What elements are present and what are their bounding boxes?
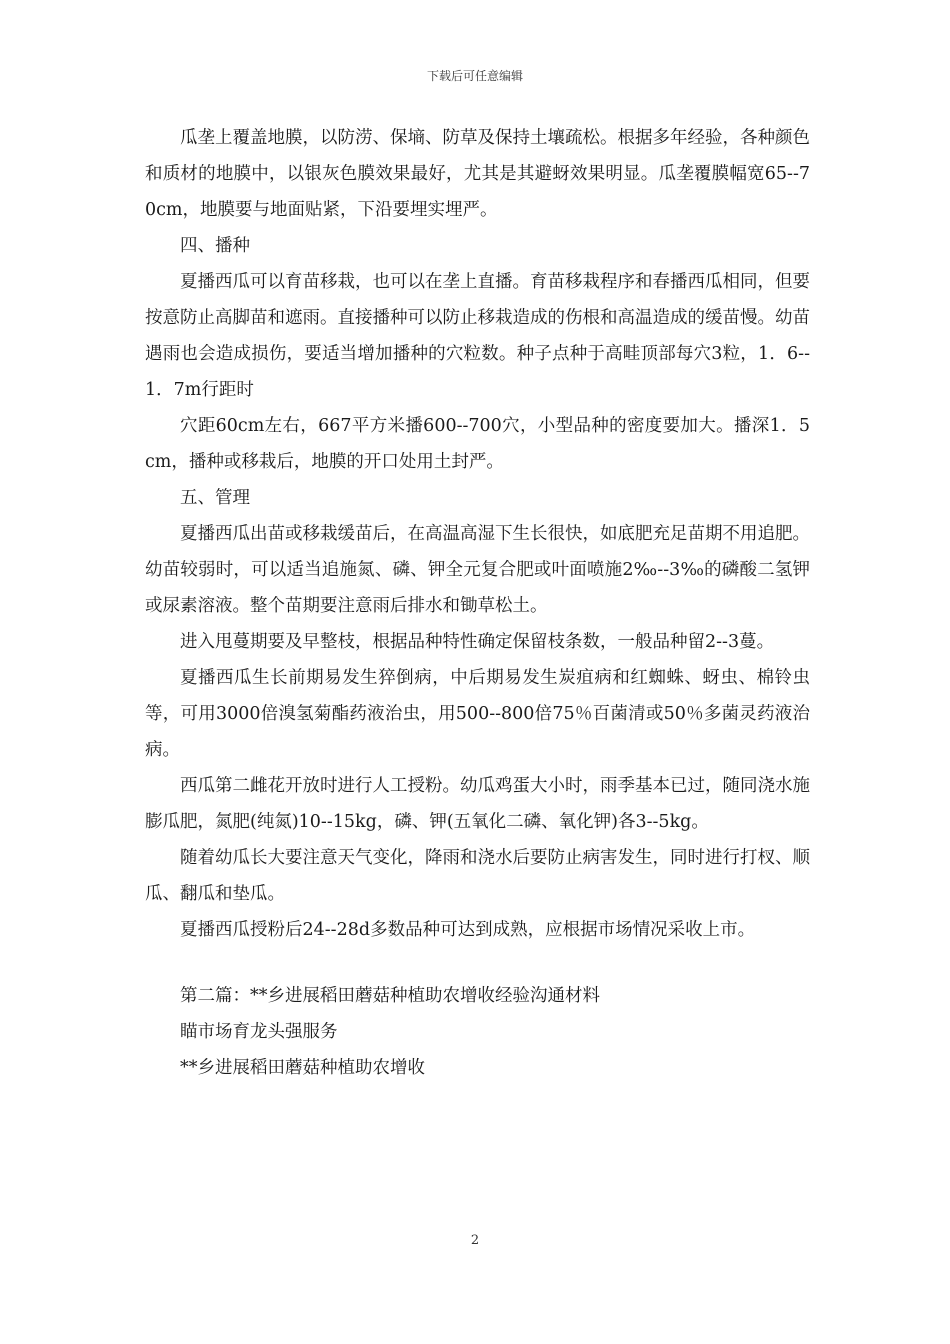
paragraph-spacing: 穴距60cm左右，667平方米播600--700穴，小型品种的密度要加大。播深1．5cm，播种或移栽后，地膜的开口处用土封严。: [145, 416, 810, 472]
paragraph-pruning: 进入甩蔓期要及早整枝，根据品种特性确定保留枝条数，一般品种留2--3蔓。: [180, 632, 775, 652]
paragraph-weather: 随着幼瓜长大要注意天气变化，降雨和浇水后要防止病害发生，同时进行打杈、顺瓜、翻瓜和垫瓜。: [145, 848, 810, 904]
document-body: [145, 120, 810, 1086]
paragraph-harvest: 夏播西瓜授粉后24--28d多数品种可达到成熟，应根据市场情况采收上市。: [180, 920, 756, 940]
chapter-subtitle: 瞄市场育龙头强服务: [180, 1022, 338, 1042]
page-header: 下载后可任意编辑: [426, 69, 523, 83]
paragraph-pest-control: 夏播西瓜生长前期易发生猝倒病，中后期易发生炭疽病和红蜘蛛、蚜虫、棉铃虫等，可用3000倍溴氢菊酯药液治虫，用500--800倍75％百菌清或50％多菌灵药液治病。: [145, 668, 810, 760]
section-heading-sowing: 四、播种: [180, 236, 250, 256]
chapter-heading: **乡进展稻田蘑菇种植助农增收: [180, 1058, 425, 1078]
paragraph-sowing: 夏播西瓜可以育苗移栽，也可以在垄上直播。育苗移栽程序和春播西瓜相同，但要按意防止高脚苗和遮雨。直接播种可以防止移栽造成的伤根和高温造成的缓苗慢。幼苗遇雨也会造成损伤，要适当增加播种的穴粒数。种子点种于高畦顶部每穴3粒，1．6--1．7m行距时: [145, 272, 810, 400]
section-heading-management: 五、管理: [180, 488, 250, 508]
section-spacer: [145, 948, 810, 978]
page-number: 2: [470, 1233, 480, 1248]
paragraph-seedling-care: 夏播西瓜出苗或移栽缓苗后，在高温高湿下生长很快，如底肥充足苗期不用追肥。幼苗较弱时，可以适当追施氮、磷、钾全元复合肥或叶面喷施2‰--3‰的磷酸二氢钾或尿素溶液。整个苗期要注意雨后排水和锄草松土。: [145, 524, 810, 616]
paragraph-pollination: 西瓜第二雌花开放时进行人工授粉。幼瓜鸡蛋大小时，雨季基本已过，随同浇水施膨瓜肥，氮肥(纯氮)10--15kg，磷、钾(五氧化二磷、氧化钾)各3--5kg。: [145, 776, 810, 832]
paragraph-mulch: 瓜垄上覆盖地膜，以防涝、保墒、防草及保持土壤疏松。根据多年经验，各种颜色和质材的地膜中，以银灰色膜效果最好，尤其是其避蚜效果明显。瓜垄覆膜幅宽65--70cm，地膜要与地面贴紧，下沿要埋实埋严。: [145, 128, 810, 220]
chapter-title: 第二篇：**乡进展稻田蘑菇种植助农增收经验沟通材料: [180, 986, 600, 1006]
